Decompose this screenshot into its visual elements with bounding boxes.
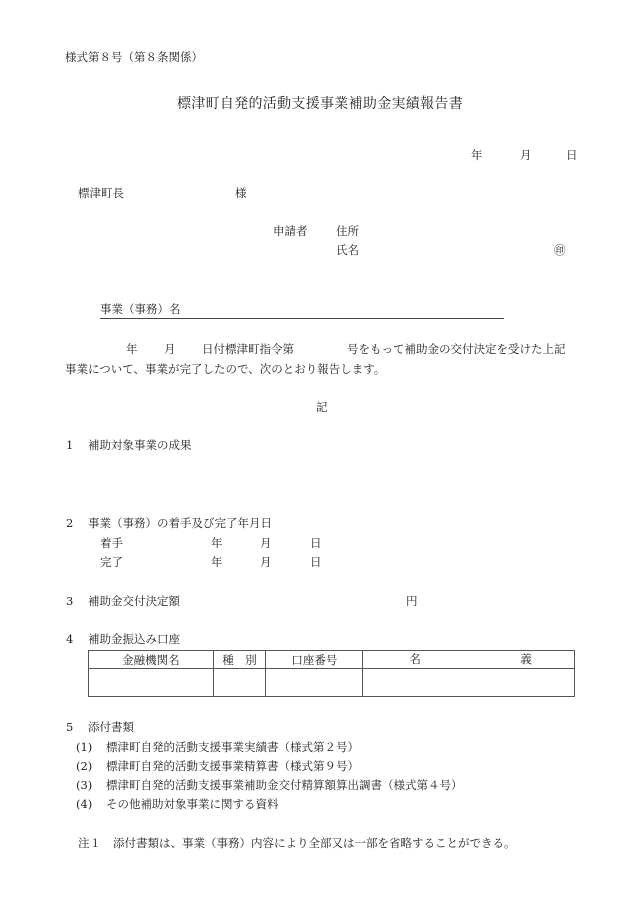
section4-label: 補助金振込み口座 (88, 632, 180, 646)
body-line1-rest: 号をもって補助金の交付決定を受けた上記 (347, 342, 566, 356)
attachment-item-1-text: 標津町自発的活動支援事業実績書（様式第２号） (106, 740, 359, 754)
bank-account-table (88, 650, 575, 697)
yen-unit: 円 (406, 594, 418, 608)
attachment-item-1-number: (1) (76, 740, 93, 754)
document-title: 標津町自発的活動支援事業補助金実績報告書 (177, 96, 463, 112)
attachment-item-3-number: (3) (76, 778, 93, 792)
end-year: 年 (211, 555, 223, 569)
header-account-holder-mei: 名 (409, 652, 421, 666)
account-type-cell[interactable] (213, 669, 266, 697)
applicant-name-label: 氏名 (336, 243, 359, 257)
header-account-holder (363, 651, 575, 669)
form-number: 様式第８号（第８条関係） (65, 50, 203, 64)
applicant-label: 申請者 (273, 224, 308, 238)
body-date-ref: 日付標津町指令第 (202, 342, 294, 356)
date-month-label: 月 (520, 148, 532, 162)
account-holder-cell[interactable] (363, 669, 575, 697)
attachment-item-4-number: (4) (76, 797, 93, 811)
note-text: 添付書類は、事業（事務）内容により全部又は一部を省略することができる。 (113, 836, 516, 850)
section2-number: 2 (66, 516, 74, 530)
end-day: 日 (310, 555, 322, 569)
attachment-item-2-number: (2) (76, 759, 93, 773)
start-label: 着手 (100, 536, 123, 550)
section4-number: 4 (66, 632, 74, 646)
section1-number: 1 (66, 438, 74, 452)
bank-table-header-row (89, 651, 575, 669)
section2-label: 事業（事務）の着手及び完了年月日 (88, 516, 272, 530)
addressee-name: 標津町長 (78, 186, 124, 200)
attachment-item-2-text: 標津町自発的活動支援事業精算書（様式第９号） (106, 759, 359, 773)
end-label: 完了 (100, 555, 123, 569)
header-account-number: 口座番号 (266, 651, 363, 669)
project-name-label: 事業（事務）名 (100, 302, 181, 316)
applicant-address-label: 住所 (336, 224, 359, 238)
header-bank-name: 金融機関名 (89, 651, 214, 669)
section3-label: 補助金交付決定額 (88, 594, 180, 608)
header-account-holder-gi: 義 (520, 652, 532, 666)
start-day: 日 (310, 536, 322, 550)
section5-label: 添付書類 (88, 720, 134, 734)
date-day-label: 日 (566, 148, 578, 162)
section5-number: 5 (66, 720, 74, 734)
body-month: 月 (164, 342, 176, 356)
section1-label: 補助対象事業の成果 (88, 438, 192, 452)
ki-mark: 記 (316, 400, 328, 414)
body-line2: 事業について、事業が完了したので、次のとおり報告します。 (65, 362, 386, 376)
section3-number: 3 (66, 594, 74, 608)
project-name-underline (100, 318, 504, 319)
bank-name-cell[interactable] (89, 669, 214, 697)
attachment-item-3-text: 標津町自発的活動支援事業補助金交付精算額算出調書（様式第４号） (106, 778, 463, 792)
start-year: 年 (211, 536, 223, 550)
bank-table-entry-row (89, 669, 575, 697)
header-account-type: 種 別 (213, 651, 266, 669)
addressee-honorific: 様 (235, 186, 247, 200)
start-month: 月 (260, 536, 272, 550)
attachment-item-4-text: その他補助対象事業に関する資料 (106, 797, 279, 811)
date-year-label: 年 (471, 148, 483, 162)
seal-mark: ㊞ (554, 243, 566, 257)
account-number-cell[interactable] (266, 669, 363, 697)
body-year: 年 (126, 342, 138, 356)
note-label: 注１ (78, 836, 101, 850)
end-month: 月 (260, 555, 272, 569)
